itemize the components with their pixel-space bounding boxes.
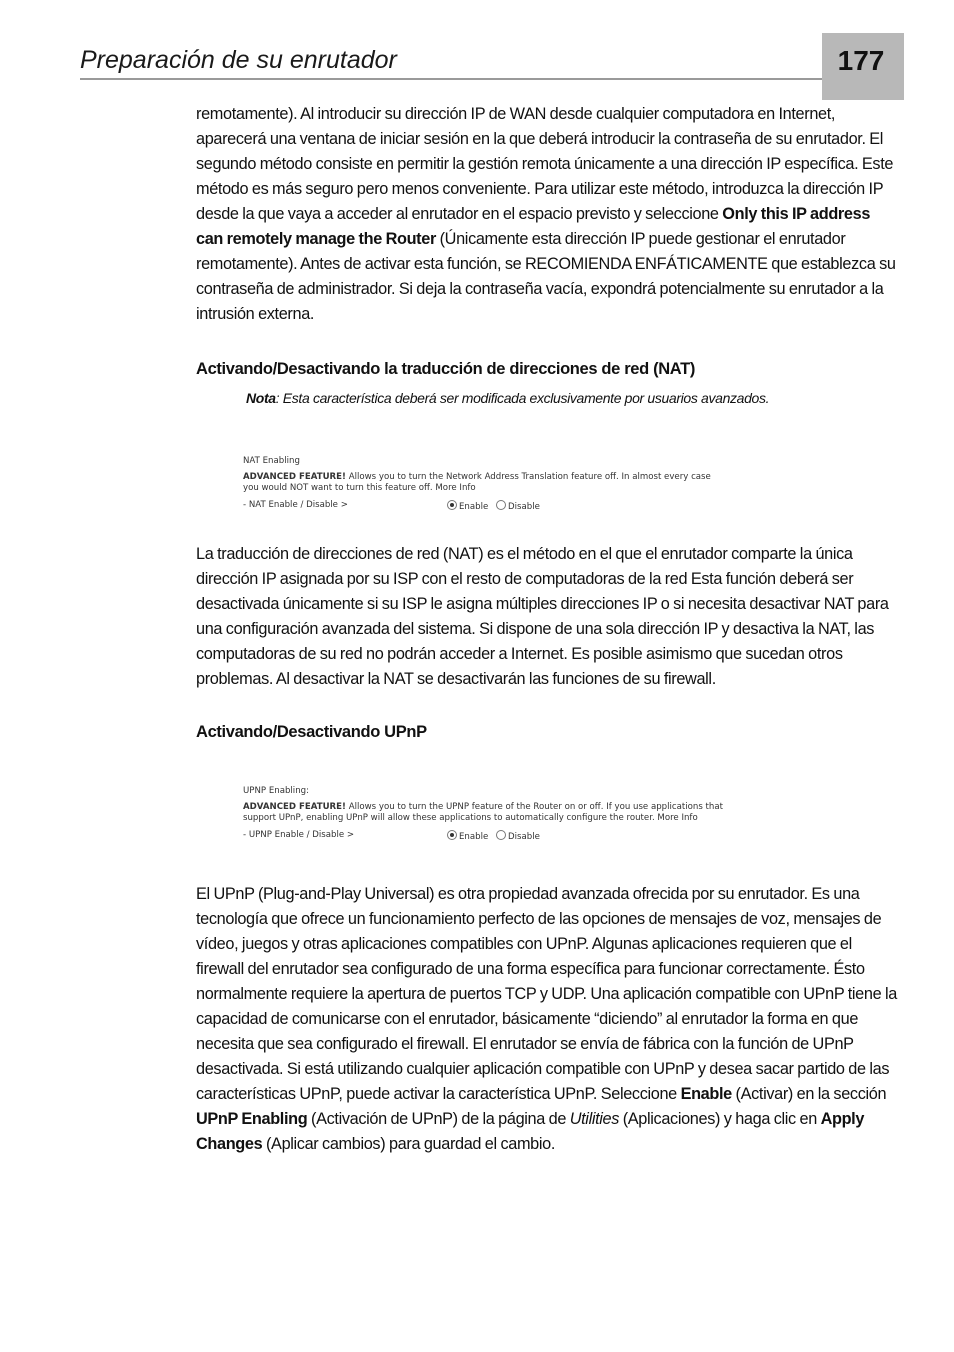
- text-run: El UPnP (Plug-and-Play Universal) es otra propiedad avanzada ofrecida por su enrutador. Es una tecnología que ofrece un funcionamiento perfecto de las opciones de mensajes de voz, mensajes de vídeo, juegos y otras aplicaciones compatibles con UPnP. Algunas aplicaciones requieren que el firewall del enrutador sea configurado de una forma específica para funcionar correctamente. Ésto normalmente requiere la apertura de puertos TCP y UDP. Una aplicación compatible con UPnP tiene la capacidad de comunicarse con el enrutador, básicamente “diciendo” al enrutador la forma en que necesita que sea configurado el firewall. El enrutador se envía de fábrica con la función de UPnP desactivada. Si está utilizando cualquier aplicación compatible con UPnP y desea sacar partido de las características UPnP, puede activar la característica UPnP. Seleccione: [196, 885, 897, 1103]
- paragraph-upnp: [196, 882, 898, 1157]
- nat-enable-radio[interactable]: [447, 500, 457, 510]
- upnp-disable-label: Disable: [508, 831, 540, 842]
- upnp-radio-group: [447, 830, 545, 844]
- page-number: 177: [837, 45, 885, 76]
- nat-shot-title: NAT Enabling: [243, 456, 300, 466]
- text-run: (Activación de UPnP) de la página de: [307, 1110, 570, 1128]
- chapter-title: Preparación de su enrutador: [80, 46, 397, 74]
- note-text: : Esta característica deberá ser modificada exclusivamente por usuarios avanzados.: [275, 390, 770, 406]
- bold-term: Enable: [680, 1085, 732, 1103]
- note: [246, 390, 886, 406]
- upnp-row-label: - UPNP Enable / Disable >: [243, 829, 355, 840]
- text-run: remotamente). Al introducir su dirección IP de WAN desde cualquier computadora en Internet, aparecerá una ventana de iniciar sesión en la que deberá introducir la contraseña de su enrutador. El segundo método consiste en permitir la gestión remota únicamente a una dirección IP específica. Este método es más seguro pero menos conveniente. Para utilizar este método, introduzca la dirección IP desde la que vaya a acceder al enrutador en el espacio previsto y seleccione: [196, 105, 894, 223]
- upnp-enable-label: Enable: [459, 831, 489, 842]
- text-run: (Aplicar cambios) para guardad el cambio.: [262, 1135, 556, 1153]
- section-heading-nat: Activando/Desactivando la traducción de direcciones de red (NAT): [196, 360, 696, 378]
- advanced-feature-label: ADVANCED FEATURE!: [243, 471, 346, 482]
- upnp-shot-desc-text: Allows you to turn the UPNP feature of the Router on or off. If you use applications that support UPnP, enabling UPnP will allow these applications to automatically configure the router. More Info: [243, 801, 724, 823]
- nat-enabling-screenshot: [243, 456, 723, 514]
- text-run: (Únicamente esta dirección IP puede gestionar el enrutador remotamente). Antes de activar esta función, se RECOMIENDA ENFÁTICAMENTE que establezca su contraseña de administrador. Si deja la contraseña vacía, expondrá potencialmente su enrutador a la intrusión externa.: [196, 230, 896, 323]
- bold-term: Apply Changes: [196, 1110, 865, 1153]
- upnp-enable-row: [243, 830, 723, 844]
- upnp-shot-description: [243, 802, 723, 825]
- nat-row-label: - NAT Enable / Disable >: [243, 499, 348, 510]
- paragraph-nat: La traducción de direcciones de red (NAT) es el método en el que el enrutador comparte la única dirección IP asignada por su ISP con el resto de computadoras de la red Esta función deberá ser desactivada únicamente si su ISP le asigna múltiples direcciones IP o si necesita desactivar NAT para una configuración avanzada del sistema. Si dispone de una sola dirección IP y desactiva la NAT, las computadoras de su red no podrán acceder a Internet. Es posible asimismo que sucedan otros problemas. Al desactivar la NAT se desactivarán las funciones de su firewall.: [196, 545, 889, 688]
- advanced-feature-label: ADVANCED FEATURE!: [243, 801, 346, 812]
- text-run: (Aplicaciones) y haga clic en: [619, 1110, 821, 1128]
- page-header: [0, 0, 954, 100]
- note-label: Nota: [246, 390, 276, 406]
- text-run: (Activar) en la sección: [731, 1085, 887, 1103]
- upnp-enabling-screenshot: [243, 786, 723, 844]
- upnp-shot-title: UPNP Enabling:: [243, 786, 309, 796]
- nat-shot-description: [243, 472, 723, 495]
- bold-term: UPnP Enabling: [196, 1110, 308, 1128]
- paragraph-remote-management: [196, 102, 898, 327]
- nat-enable-row: [243, 500, 723, 514]
- page-number-tab: [822, 33, 904, 100]
- nat-disable-label: Disable: [508, 501, 540, 512]
- header-rule: [80, 78, 822, 80]
- nat-shot-desc-text: Allows you to turn the Network Address Translation feature off. In almost every case you would NOT want to turn this feature off. More Info: [243, 471, 711, 493]
- bold-term: Only this IP address can remotely manage the Router: [196, 205, 871, 248]
- nat-enable-label: Enable: [459, 501, 489, 512]
- nat-disable-radio[interactable]: [496, 500, 506, 510]
- italic-term: Utilities: [569, 1110, 620, 1128]
- section-heading-upnp: Activando/Desactivando UPnP: [196, 723, 427, 741]
- upnp-enable-radio[interactable]: [447, 830, 457, 840]
- nat-radio-group: [447, 500, 545, 514]
- upnp-disable-radio[interactable]: [496, 830, 506, 840]
